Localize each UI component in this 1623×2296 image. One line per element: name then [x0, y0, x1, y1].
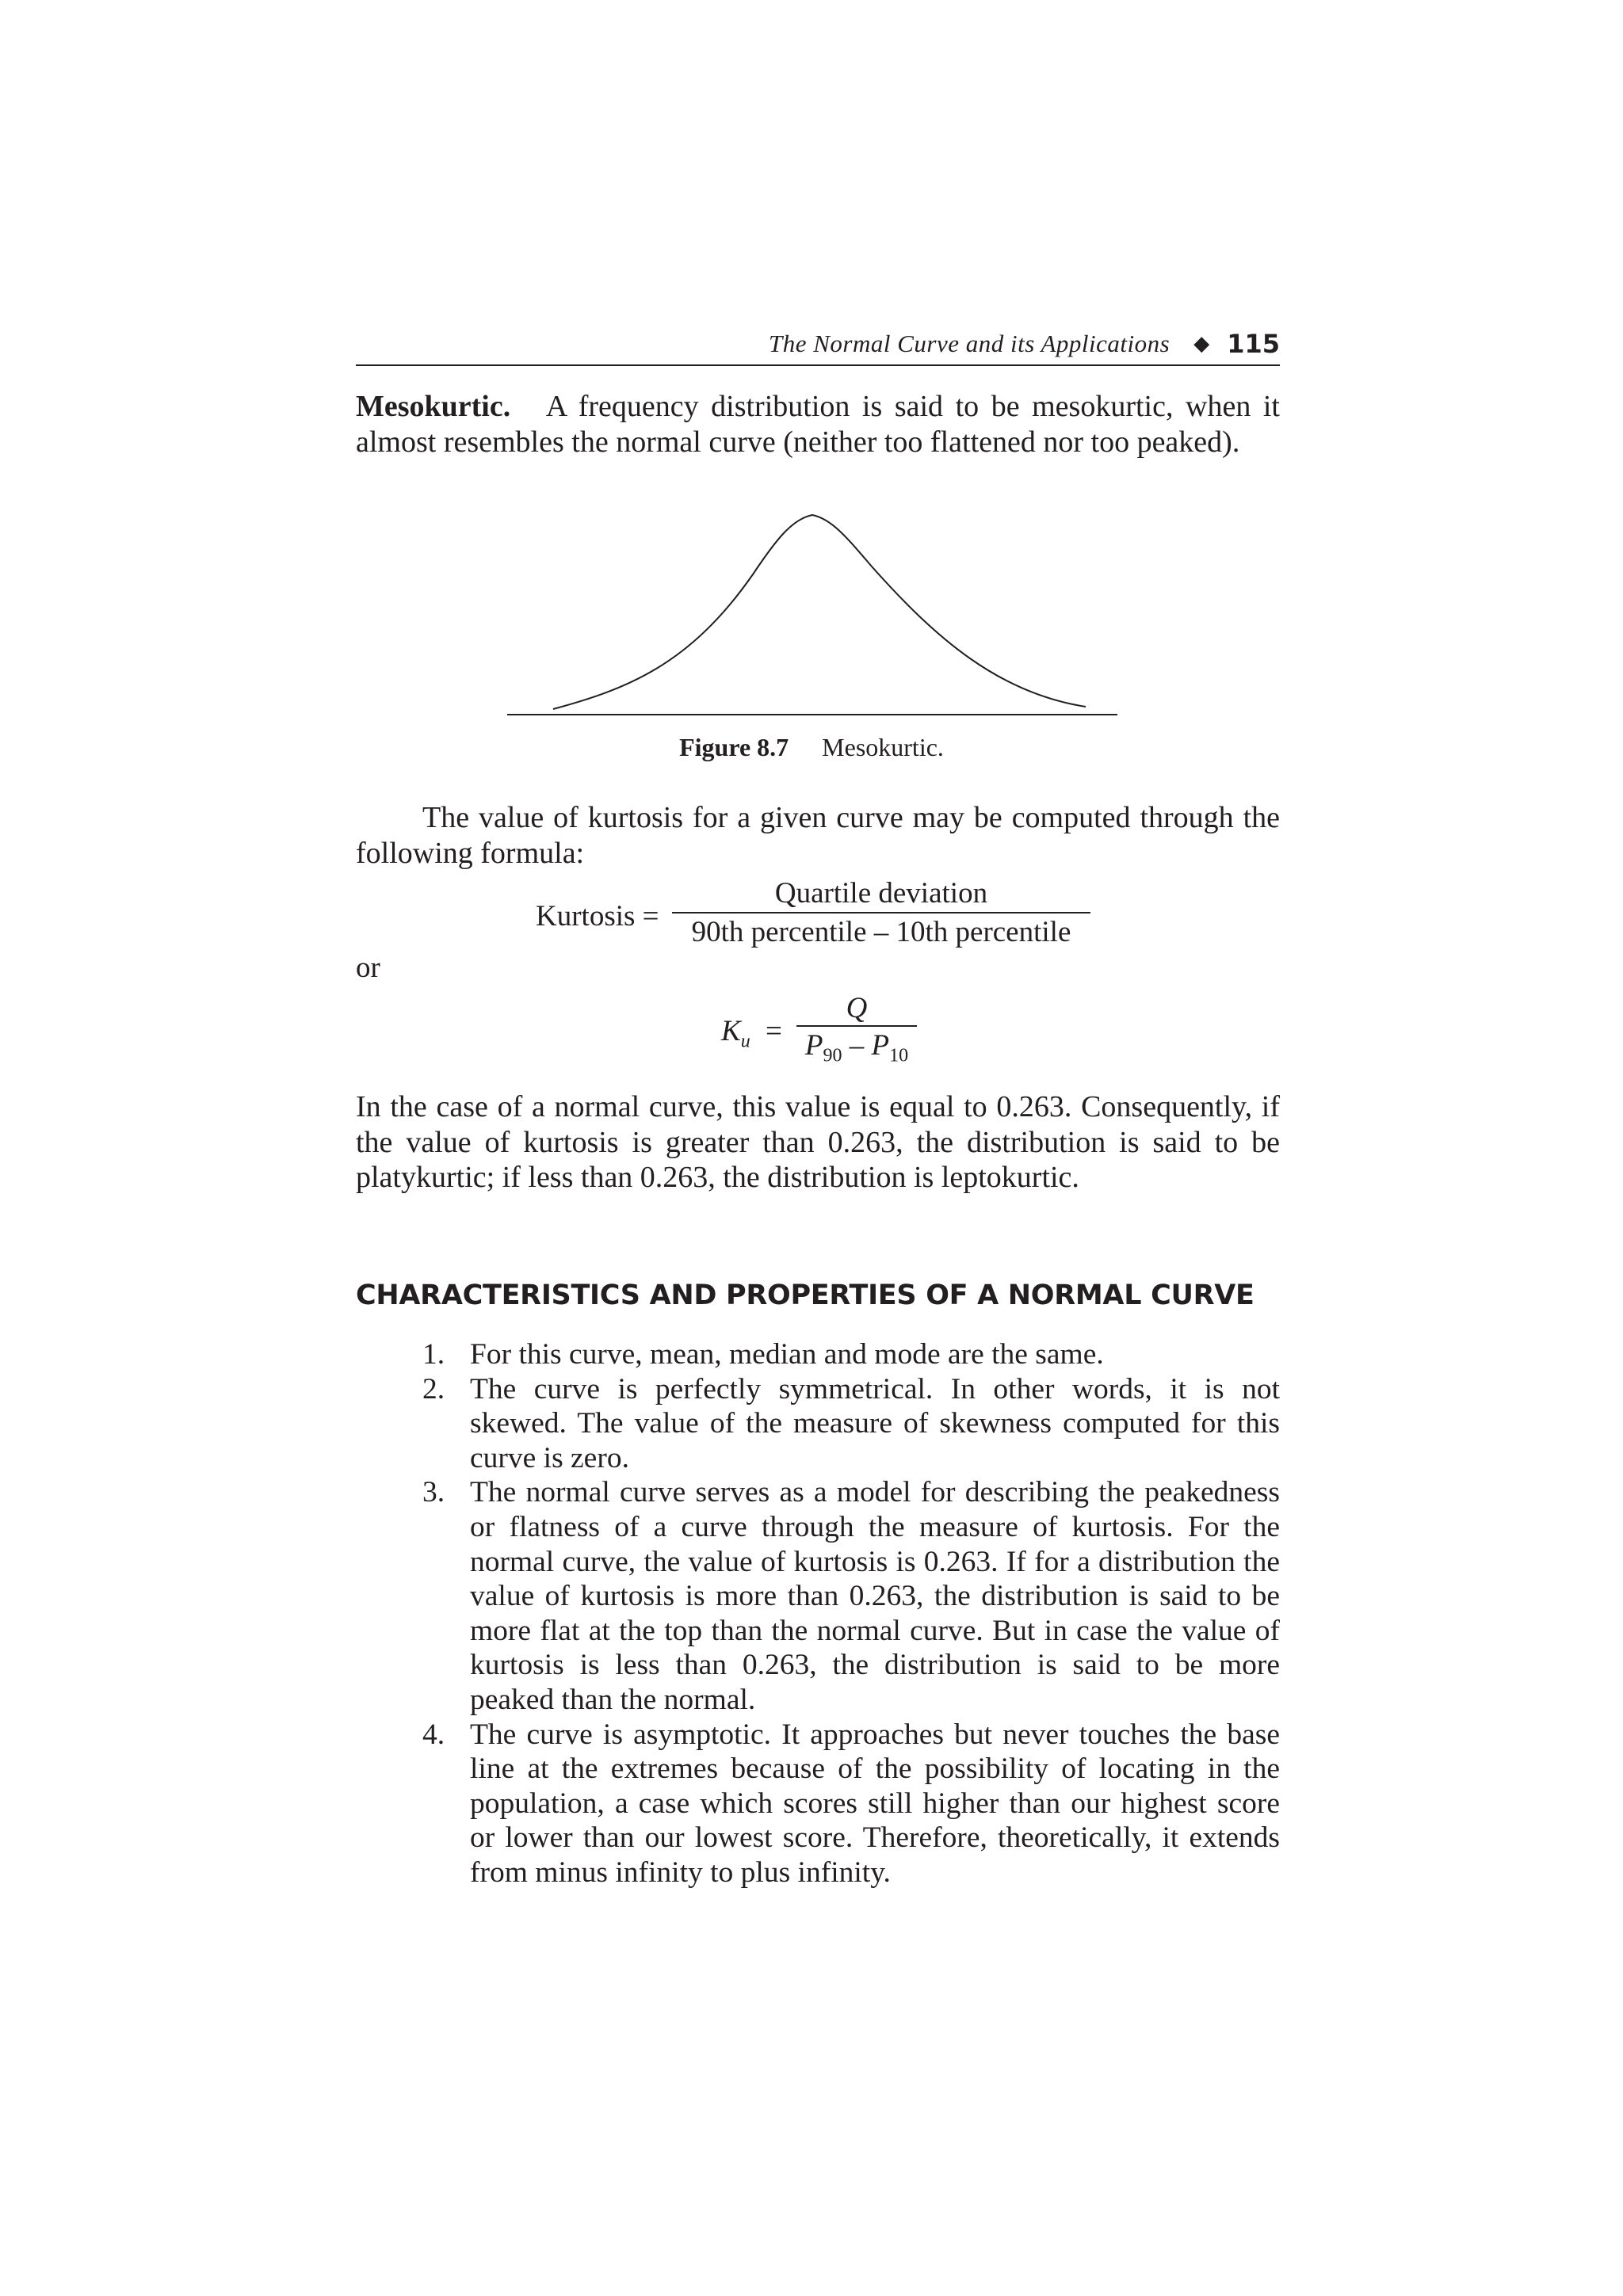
list-item-text: The curve is asymptotic. It approaches but never touches the base line at the extremes because of the possibility of locating in the population, a case which scores still higher than our highest score or lower than our lowest score. Therefore, theoretically, it extends from minus infinity to plus infinity. — [470, 1718, 1280, 1889]
figure-caption-text: Mesokurtic. — [822, 733, 944, 761]
formula-lhs: Kurtosis = — [536, 900, 659, 933]
bell-curve — [553, 515, 1086, 709]
list-item — [356, 1475, 1280, 1717]
list-item-text: The curve is perfectly symmetrical. In other words, it is not skewed. The value of the measure of skewness computed for this curve is zero. — [470, 1372, 1280, 1474]
ku-numerator: Q — [846, 992, 868, 1024]
page-number: 115 — [1227, 329, 1280, 359]
term-mesokurtic: Mesokurtic. — [356, 390, 511, 423]
running-title: The Normal Curve and its Applications — [769, 330, 1170, 357]
list-item — [356, 1718, 1280, 1890]
normal-value-paragraph: In the case of a normal curve, this value is equal to 0.263. Consequently, if the value of kurtosis is greater than 0.263, the distribution is said to be platykurtic; if less than 0.263, the distribution is leptokurtic. — [356, 1090, 1280, 1194]
list-item-number: 3. — [422, 1476, 445, 1509]
mesokurtic-curve-figure — [507, 499, 1125, 721]
running-header — [356, 323, 1280, 366]
formula-fraction — [672, 875, 1090, 950]
diamond-icon: ◆ — [1193, 332, 1210, 355]
figure-number: Figure 8.7 — [679, 733, 789, 761]
figure-caption — [0, 733, 1623, 762]
definition-text: A frequency distribution is said to be mesokurtic, when it almost resembles the normal curve (neither too flattened nor too peaked). — [356, 390, 1280, 459]
formula-numerator: Quartile deviation — [774, 877, 988, 910]
list-item-number: 4. — [422, 1718, 445, 1751]
kurtosis-intro-paragraph: The value of kurtosis for a given curve may be computed through the following formula: — [356, 801, 1280, 870]
mesokurtic-definition — [356, 389, 1280, 460]
section-heading: CHARACTERISTICS AND PROPERTIES OF A NORMAL CURVE — [356, 1280, 1254, 1311]
list-item-number: 2. — [422, 1372, 445, 1405]
list-item-number: 1. — [422, 1338, 445, 1371]
list-item — [356, 1372, 1280, 1476]
ku-denominator: $P_{90} - P_{10}$ — [804, 1029, 909, 1066]
ku-symbol: $K_u$ — [721, 1015, 750, 1052]
equals-sign: = — [766, 1015, 782, 1047]
ku-fraction — [796, 990, 917, 1066]
list-item-text: The normal curve serves as a model for describing the peakedness or flatness of a curve through the measure of kurtosis. For the normal curve, the value of kurtosis is 0.263. If for a distribution the value of kurtosis is more than 0.263, the distribution is said to be more flat at the top than the normal curve. But in case the value of kurtosis is less than 0.263, the distribution is said to be more peaked than the normal. — [470, 1476, 1280, 1716]
list-item — [356, 1337, 1280, 1372]
characteristics-list — [356, 1337, 1280, 1890]
formula-denominator: 90th percentile – 10th percentile — [691, 916, 1071, 948]
list-item-text: For this curve, mean, median and mode are the same. — [470, 1338, 1104, 1371]
or-connector: or — [356, 952, 380, 984]
